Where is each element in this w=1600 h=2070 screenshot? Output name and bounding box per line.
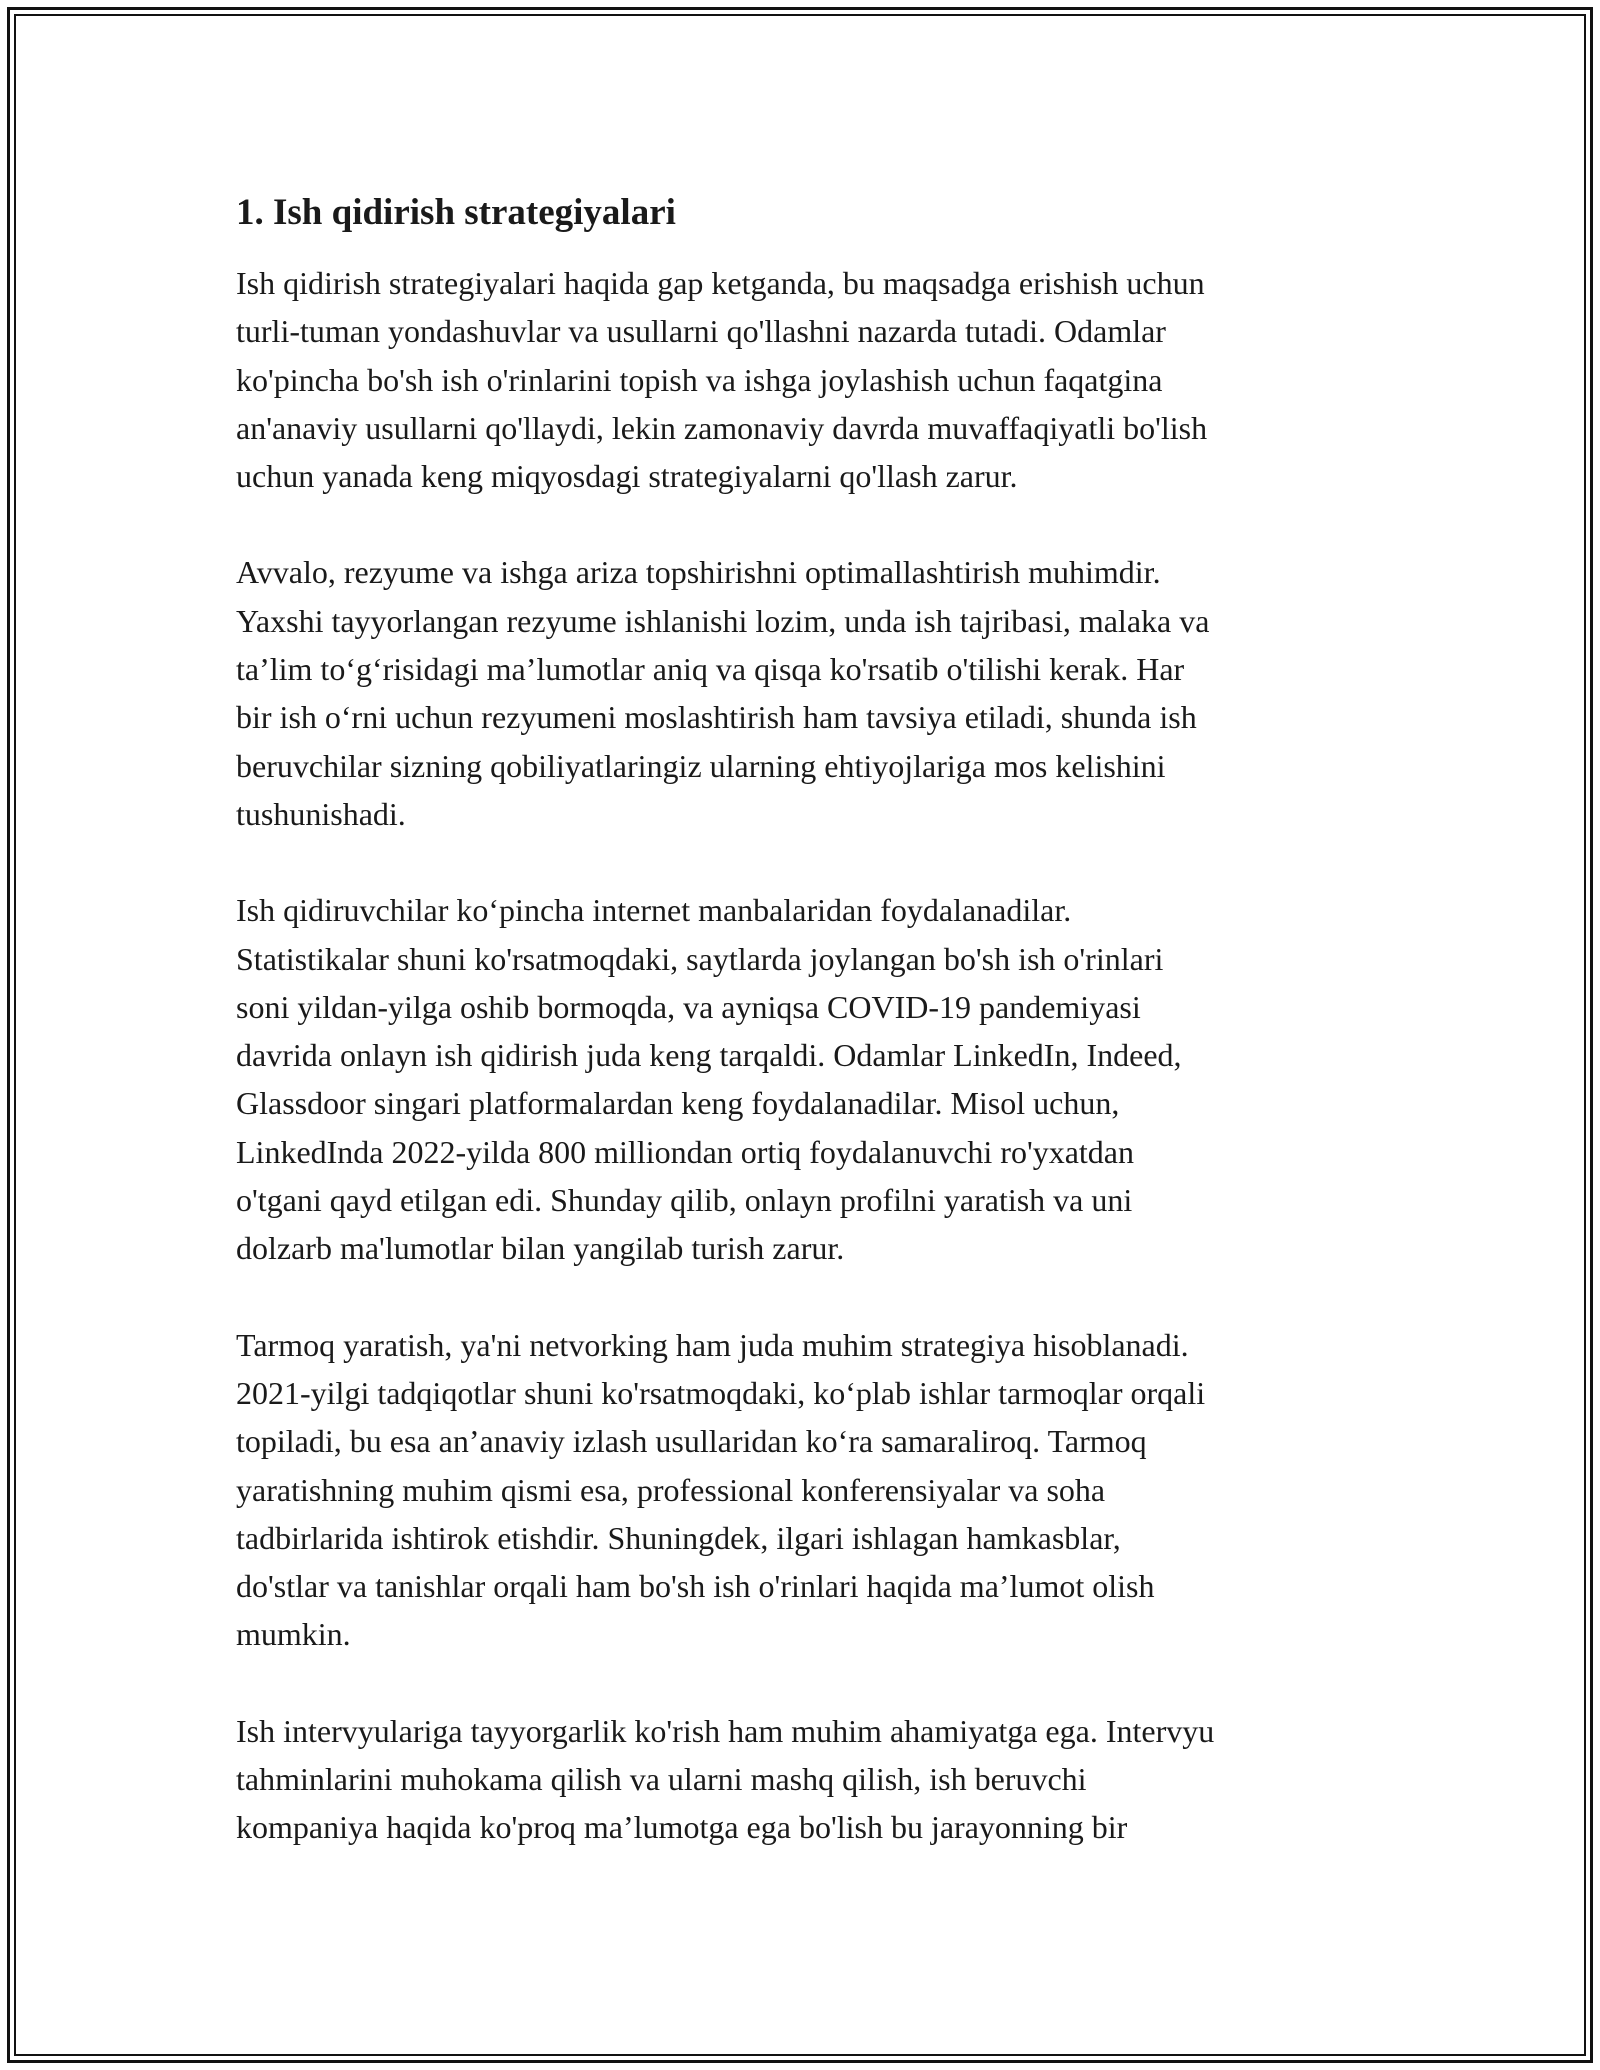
paragraph-networking — [236, 1321, 1366, 1659]
text-line: ko'pincha bo'sh ish o'rinlarini topish va ishga joylashish uchun faqatgina — [236, 361, 1163, 398]
text-line: Glassdoor singari platformalardan keng foydalanadilar. Misol uchun, — [236, 1085, 1120, 1122]
text-line: dolzarb ma'lumotlar bilan yangilab turish zarur. — [236, 1230, 845, 1267]
text-line: ta’lim to‘g‘risidagi ma’lumotlar aniq va qisqa ko'rsatib o'tilishi kerak. Har — [236, 651, 1185, 688]
text-line: o'tgani qayd etilgan edi. Shunday qilib, onlayn profilni yaratish va uni — [236, 1182, 1133, 1219]
paragraph-online-search — [236, 886, 1366, 1272]
text-line: uchun yanada keng miqyosdagi strategiyalarni qo'llash zarur. — [236, 458, 1018, 495]
document-body — [236, 189, 1366, 1900]
text-line: tadbirlarida ishtirok etishdir. Shuningdek, ilgari ishlagan hamkasblar, — [236, 1519, 1121, 1556]
text-line: yaratishning muhim qismi esa, professional konferensiyalar va soha — [236, 1471, 1106, 1508]
text-line: Statistikalar shuni ko'rsatmoqdaki, saytlarda joylangan bo'sh ish o'rinlari — [236, 940, 1164, 977]
text-line: do'stlar va tanishlar orqali ham bo'sh ish o'rinlari haqida ma’lumot olish — [236, 1568, 1155, 1605]
text-line: Ish qidiruvchilar ko‘pincha internet manbalaridan foydalanadilar. — [236, 892, 1072, 929]
text-line: mumkin. — [236, 1616, 351, 1653]
text-line: Tarmoq yaratish, ya'ni netvorking ham juda muhim strategiya hisoblanadi. — [236, 1326, 1189, 1363]
text-line: topiladi, bu esa an’anaviy izlash usullaridan ko‘ra samaraliroq. Tarmoq — [236, 1423, 1147, 1460]
text-line: Avvalo, rezyume va ishga ariza topshirishni optimallashtirish muhimdir. — [236, 554, 1161, 591]
paragraph-interview — [236, 1707, 1366, 1852]
text-line: tushunishadi. — [236, 795, 406, 832]
text-line: tahminlarini muhokama qilish va ularni mashq qilish, ish beruvchi — [236, 1761, 1087, 1798]
section-heading: 1. Ish qidirish strategiyalari — [236, 192, 676, 233]
paragraph-intro — [236, 259, 1366, 500]
text-line: soni yildan-yilga oshib bormoqda, va ayniqsa COVID-19 pandemiyasi — [236, 988, 1141, 1025]
text-line: bir ish o‘rni uchun rezyumeni moslashtirish ham tavsiya etiladi, shunda ish — [236, 699, 1197, 736]
text-line: Yaxshi tayyorlangan rezyume ishlanishi lozim, unda ish tajribasi, malaka va — [236, 602, 1210, 639]
text-line: kompaniya haqida ko'proq ma’lumotga ega bo'lish bu jarayonning bir — [236, 1809, 1128, 1846]
text-line: Ish qidirish strategiyalari haqida gap ketganda, bu maqsadga erishish uchun — [236, 265, 1205, 301]
text-line: davrida onlayn ish qidirish juda keng tarqaldi. Odamlar LinkedIn, Indeed, — [236, 1037, 1182, 1074]
text-line: Ish intervyulariga tayyorgarlik ko'rish ham muhim ahamiyatga ega. Intervyu — [236, 1712, 1215, 1749]
text-line: LinkedInda 2022-yilda 800 milliondan ortiq foydalanuvchi ro'yxatdan — [236, 1133, 1134, 1170]
text-line: beruvchilar sizning qobiliyatlaringiz ularning ehtiyojlariga mos kelishini — [236, 747, 1166, 784]
text-line: 2021-yilgi tadqiqotlar shuni ko'rsatmoqdaki, ko‘plab ishlar tarmoqlar orqali — [236, 1374, 1206, 1411]
text-line: turli-tuman yondashuvlar va usullarni qo'llashni nazarda tutadi. Odamlar — [236, 313, 1166, 350]
paragraph-resume — [236, 548, 1366, 838]
text-line: an'anaviy usullarni qo'llaydi, lekin zamonaviy davrda muvaffaqiyatli bo'lish — [236, 409, 1208, 446]
